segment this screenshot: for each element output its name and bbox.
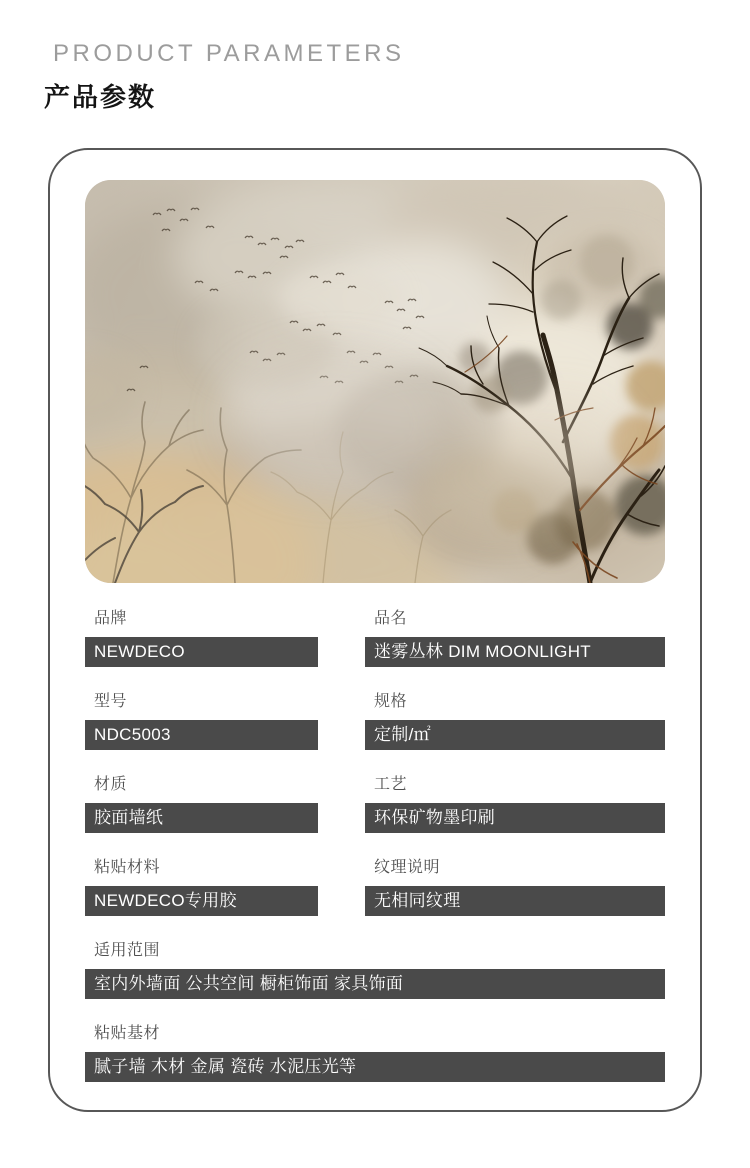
param-label: 适用范围 — [94, 942, 161, 959]
page-title-english: PRODUCT PARAMETERS — [53, 40, 405, 67]
param-value: 胶面墙纸 — [85, 803, 318, 833]
param-label: 粘贴基材 — [94, 1025, 161, 1042]
param-label: 型号 — [94, 693, 128, 710]
param-value: 腻子墙 木材 金属 瓷砖 水泥压光等 — [85, 1052, 665, 1082]
param-scope — [85, 941, 665, 999]
param-label: 品名 — [374, 610, 408, 627]
page-header — [44, 40, 404, 114]
page-title-chinese: 产品参数 — [44, 82, 157, 112]
param-model — [85, 692, 318, 750]
misty-forest-illustration — [85, 180, 665, 583]
param-label: 规格 — [374, 693, 408, 710]
parameters-grid — [85, 609, 665, 1082]
param-value: 无相同纹理 — [365, 886, 665, 916]
param-material — [85, 775, 318, 833]
param-label: 材质 — [94, 776, 128, 793]
param-product-name — [365, 609, 665, 667]
param-value: 迷雾丛林 DIM MOONLIGHT — [365, 637, 665, 667]
param-texture-note — [365, 858, 665, 916]
param-label: 纹理说明 — [374, 859, 441, 876]
parameters-card — [48, 148, 702, 1112]
product-image — [85, 180, 665, 583]
param-spec — [365, 692, 665, 750]
param-value: NDC5003 — [85, 720, 318, 750]
param-value: 定制/㎡ — [365, 720, 665, 750]
param-value: 环保矿物墨印刷 — [365, 803, 665, 833]
param-value: NEWDECO专用胶 — [85, 886, 318, 916]
param-value: 室内外墙面 公共空间 橱柜饰面 家具饰面 — [85, 969, 665, 999]
param-craft — [365, 775, 665, 833]
param-label: 工艺 — [374, 776, 408, 793]
param-substrate — [85, 1024, 665, 1082]
param-label: 品牌 — [94, 610, 128, 627]
param-value: NEWDECO — [85, 637, 318, 667]
param-brand — [85, 609, 318, 667]
param-adhesive — [85, 858, 318, 916]
param-label: 粘贴材料 — [94, 859, 161, 876]
